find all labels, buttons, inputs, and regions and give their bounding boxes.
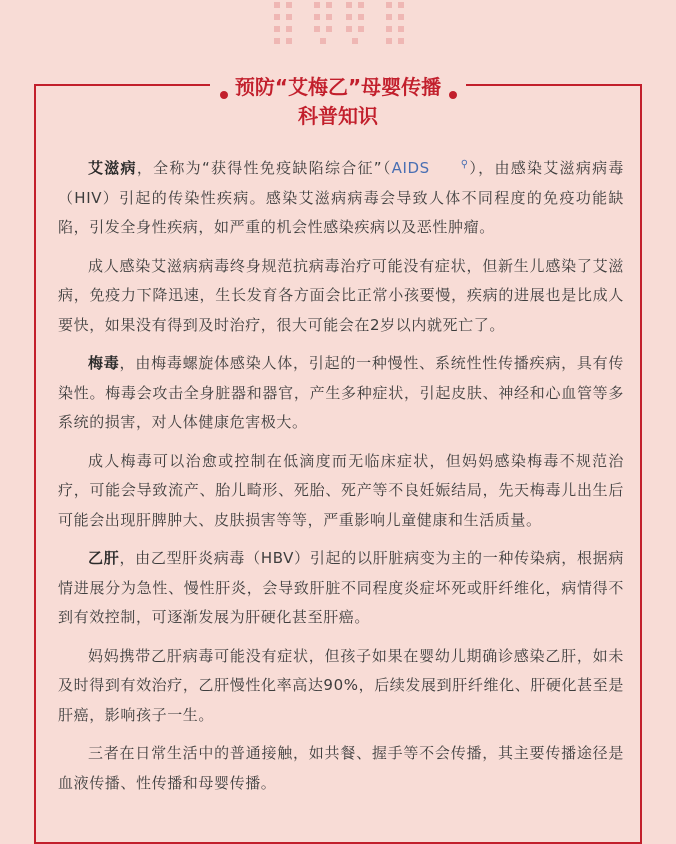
aids-search-link[interactable]: AIDS xyxy=(391,159,430,177)
page-title: 预防“艾梅乙”母婴传播 xyxy=(234,75,442,99)
syphilis-intro-text: ，由梅毒螺旋体感染人体，引起的一种慢性、系统性性传播疾病，具有传染性。梅毒会攻击全身脏器和器官，产生多种症状，引起皮肤、神经和心血管等多系统的损害，对人体健康危害极大。 xyxy=(58,354,625,431)
paragraph-hiv-intro xyxy=(58,150,624,243)
paragraph-syphilis-child: 成人梅毒可以治愈或控制在低滴度而无临床症状，但妈妈感染梅毒不规范治疗，可能会导致流产、胎儿畸形、死胎、死产等不良妊娠结局，先天梅毒儿出生后可能会出现肝脾肿大、皮肤损害等等，严重影响儿童健康和生活质量。 xyxy=(58,451,624,529)
term-syphilis: 梅毒 xyxy=(88,354,120,372)
title-dot-right xyxy=(449,91,457,99)
article-body xyxy=(58,150,624,807)
paragraph-syphilis-intro xyxy=(58,349,624,438)
hiv-intro-text-a: ，全称为“获得性免疫缺陷综合征”（ xyxy=(136,159,392,177)
term-hiv: 艾滋病 xyxy=(88,159,137,177)
paragraph-hbv-child: 妈妈携带乙肝病毒可能没有症状，但孩子如果在婴幼儿期确诊感染乙肝，如未及时得到有效治疗，乙肝慢性化率高达90%，后续发展到肝纤维化、肝硬化甚至是肝癌，影响孩子一生。 xyxy=(58,646,624,724)
paragraph-hbv-intro xyxy=(58,544,624,633)
paragraph-transmission: 三者在日常生活中的普通接触，如共餐、握手等不会传播，其主要传播途径是血液传播、性传播和母婴传播。 xyxy=(58,744,624,792)
hiv-intro-text-b: ），由感染艾滋病病毒（HIV）引起的传染性疾病。感染艾滋病病毒会导致人体不同程度的免疫功能缺陷，引发全身性疾病，如严重的机会性感染疾病以及恶性肿瘤。 xyxy=(58,159,624,236)
paragraph-hiv-child: 成人感染艾滋病病毒终身规范抗病毒治疗可能没有症状，但新生儿感染了艾滋病，免疫力下降迅速，生长发育各方面会比正常小孩要慢，疾病的进展也是比成人要快，如果没有得到及时治疗，很大可能会在2岁以内就死亡了。 xyxy=(58,256,624,334)
term-hbv: 乙肝 xyxy=(88,549,120,567)
hbv-intro-text: ，由乙型肝炎病毒（HBV）引起的以肝脏病变为主的一种传染病，根据病情进展分为急性、慢性肝炎，会导致肝脏不同程度炎症坏死或肝纤维化，病情得不到有效控制，可逐渐发展为肝硬化甚至肝癌。 xyxy=(58,549,624,626)
page-subtitle: 科普知识 xyxy=(298,104,378,128)
title-dot-left xyxy=(220,91,228,99)
search-icon[interactable]: ⚲ xyxy=(460,159,469,170)
decorative-pattern xyxy=(264,0,414,50)
